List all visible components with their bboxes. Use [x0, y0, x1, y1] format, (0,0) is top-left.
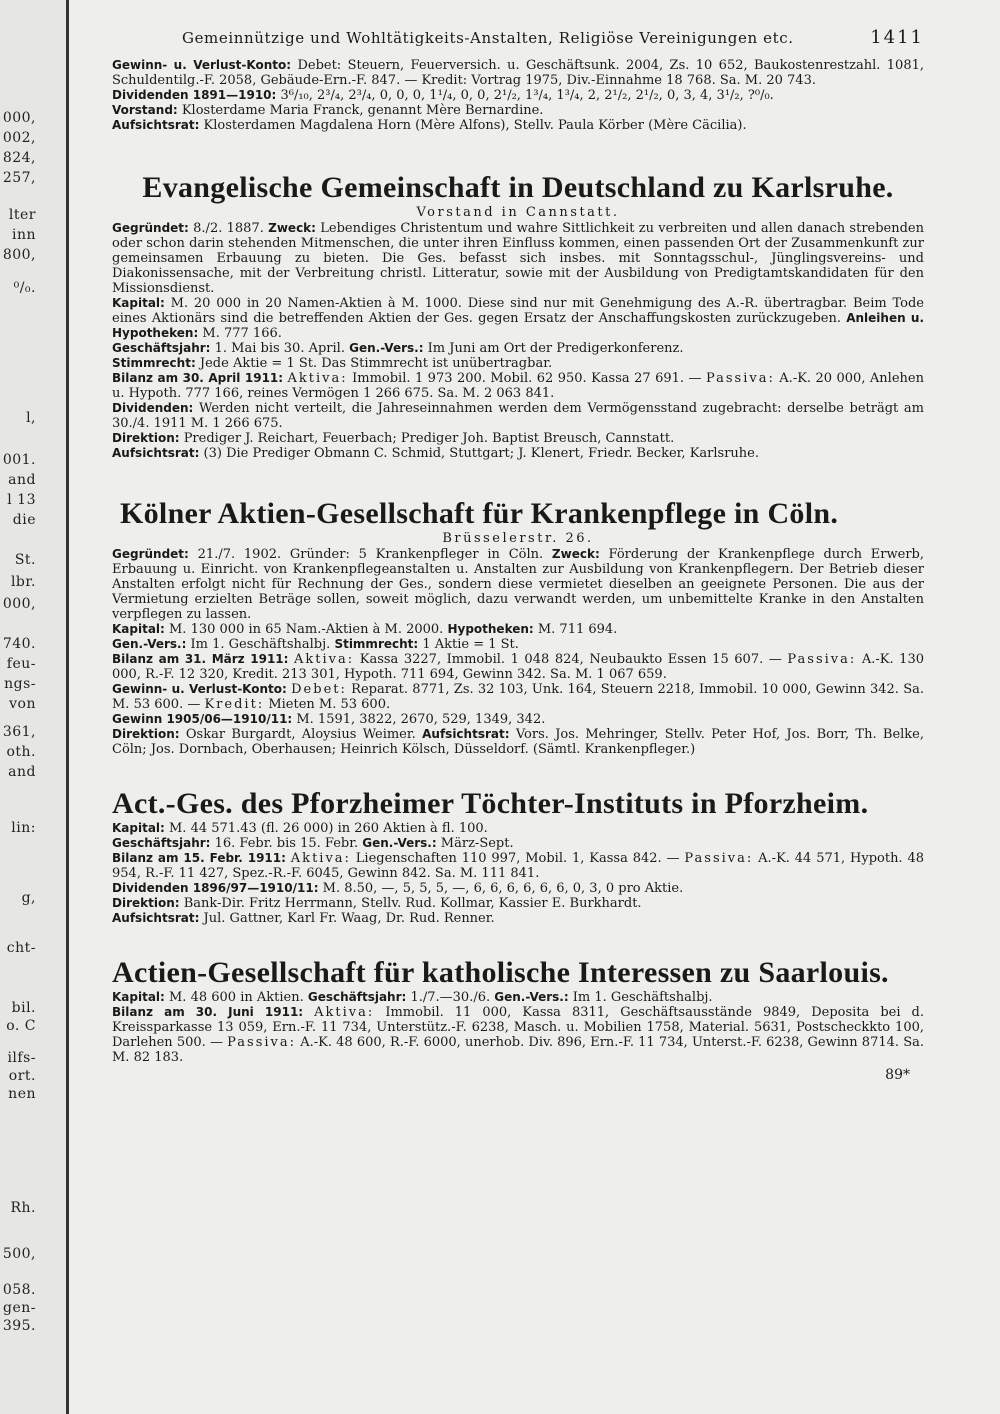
margin-fragment: lter: [8, 207, 36, 223]
balance-paragraph: [112, 851, 924, 881]
margin-fragment: o. C: [6, 1018, 36, 1034]
running-header: [182, 27, 924, 48]
balance-paragraph: [112, 652, 924, 682]
general-meeting-text: März-Sept.: [440, 836, 514, 851]
capital-paragraph: [112, 990, 924, 1005]
debit-text: Reparat. 8771, Zs. 32 103, Unk. 164, Steuern 2218, Immobil. 10 000, Gewinn 342. Sa. M. 53 600. —: [112, 682, 924, 712]
founded-text: 21./7. 1902. Gründer: 5 Krankenpfleger in Cöln.: [197, 547, 544, 562]
margin-fragment: 058.: [2, 1282, 36, 1298]
fiscal-year-text: 16. Febr. bis 15. Febr.: [214, 836, 359, 851]
management-label: Direktion:: [112, 896, 180, 910]
dividends-paragraph: [112, 881, 924, 896]
margin-fragment: ilfs-: [7, 1050, 36, 1066]
fiscal-year-label: Geschäftsjahr:: [112, 341, 211, 355]
management-text: Prediger J. Reichart, Feuerbach; Prediger Joh. Baptist Breusch, Cannstatt.: [183, 431, 675, 446]
margin-fragment: l 13: [7, 492, 36, 508]
page-content: [112, 27, 925, 1083]
supervisory-label: Aufsichtsrat:: [112, 911, 200, 925]
capital-text: M. 130 000 in 65 Nam.-Aktien à M. 2000.: [169, 622, 444, 637]
profit-history-label: Gewinn 1905/06—1910/11:: [112, 712, 293, 726]
founded-label: Gegründet:: [112, 547, 189, 561]
assets-word: Aktiva:: [287, 371, 348, 386]
loans-label: Anleihen u. Hypotheken:: [112, 311, 924, 340]
supervisory-label: Aufsichtsrat:: [112, 118, 200, 132]
liabilities-word: Passiva:: [227, 1035, 297, 1050]
left-margin-previous-page: [0, 0, 66, 1414]
founded-purpose-paragraph: [112, 221, 924, 296]
debit-word: Debet:: [291, 682, 347, 697]
board-label: Vorstand:: [112, 103, 178, 117]
general-meeting-text: Im 1. Geschäftshalbj.: [572, 990, 713, 1005]
company-title: Kölner Aktien-Gesellschaft für Krankenpflege in Cöln.: [120, 497, 839, 530]
margin-fragment: gen-: [3, 1300, 36, 1316]
dividends-text: M. 8.50, —, 5, 5, 5, —, 6, 6, 6, 6, 6, 6, 0, 3, 0 pro Aktie.: [322, 881, 684, 896]
general-meeting-label: Gen.-Vers.:: [112, 637, 187, 651]
margin-fragment: 824,: [2, 150, 36, 166]
liabilities-text: A.-K. 130 000, R.-F. 12 320, Kredit. 213 301, Hypoth. 711 694, Gewinn 342. Sa. M. 1 067 659.: [112, 652, 924, 682]
margin-fragment: 740.: [2, 636, 36, 652]
dividends-label: Dividenden 1891—1910:: [112, 88, 277, 102]
supervisory-text: Klosterdamen Magdalena Horn (Mère Alfons), Stellv. Paula Körber (Mère Cäcilia).: [203, 118, 747, 133]
assets-text: Kassa 3227, Immobil. 1 048 824, Neubaukto Essen 15 607. —: [359, 652, 782, 667]
assets-word: Aktiva:: [290, 851, 351, 866]
running-header-title: Gemeinnützige und Wohltätigkeits-Anstalten, Religiöse Vereinigungen etc.: [182, 29, 794, 47]
margin-fragment: g,: [21, 890, 36, 906]
board-text: Klosterdame Maria Franck, genannt Mère Bernardine.: [181, 103, 544, 118]
margin-fragment: cht-: [6, 940, 36, 956]
supervisory-label: Aufsichtsrat:: [422, 727, 510, 741]
supervisory-paragraph: [112, 911, 924, 926]
section-evangelische-gemeinschaft: [112, 171, 924, 461]
margin-fragment: Rh.: [10, 1200, 36, 1216]
page-gutter-rule: [66, 0, 69, 1414]
margin-fragment: 000,: [2, 110, 36, 126]
company-title: Act.-Ges. des Pforzheimer Töchter-Instituts in Pforzheim.: [112, 787, 869, 820]
company-subtitle: Brüsselerstr. 26.: [442, 531, 594, 546]
margin-fragment: feu-: [6, 656, 36, 672]
page-number: 1411: [870, 27, 924, 48]
company-title: Actien-Gesellschaft für katholische Interessen zu Saarlouis.: [112, 956, 889, 989]
management-paragraph: [112, 431, 924, 446]
liabilities-text: A.-K. 44 571, Hypoth. 48 954, R.-F. 11 427, Spez.-R.-F. 6045, Gewinn 842. Sa. M. 111 841.: [112, 851, 924, 881]
section-previous-company-continued: [112, 58, 924, 133]
assets-word: Aktiva:: [294, 652, 355, 667]
margin-fragment: ort.: [8, 1068, 36, 1084]
purpose-text: Lebendiges Christentum und wahre Sittlichkeit zu verbreiten und allen danach strebenden oder schon darin stehenden Mitmenschen, die unter ihren Einfluss kommen, einen passenden Ort der Zusammenkunft zur gemeinsamen Erbauung zu bieten. Die Ges. befasst sich insbes. mit Sonntagsschul-, Jünglingsvereins- und Diakonissensache, mit der Verbreitung christl. Litteratur, sowie mit der Ausbildung von Predigtamtskandidaten für den Missionsdienst.: [112, 221, 924, 296]
balance-label: Bilanz am 30. Juni 1911:: [112, 1005, 304, 1019]
founded-purpose-paragraph: [112, 547, 924, 622]
fiscal-year-label: Geschäftsjahr:: [112, 836, 211, 850]
credit-text: Mieten M. 53 600.: [268, 697, 391, 712]
mortgages-label: Hypotheken:: [447, 622, 534, 636]
fiscal-year-paragraph: [112, 341, 924, 356]
company-subtitle: Vorstand in Cannstatt.: [416, 205, 620, 220]
margin-fragment: 001.: [2, 452, 36, 468]
assets-text: Immobil. 11 000, Kassa 8311, Geschäftsausstände 9849, Deposita bei d. Kreissparkasse 13 059, Ern.-F. 11 734, Unterstütz.-F. 6238, Masch. u. Mobilien 1758, Material. 5631, Postscheckkto 100, Darlehen 500. —: [112, 1005, 925, 1050]
purpose-label: Zweck:: [551, 547, 600, 561]
management-label: Direktion:: [112, 727, 180, 741]
liabilities-text: A.-K. 48 600, R.-F. 6000, unerhob. Div. 896, Ern.-F. 11 734, Unterst.-F. 6238, Gewinn 8714. Sa. M. 82 183.: [112, 1035, 924, 1065]
margin-fragment: l,: [26, 410, 36, 426]
liabilities-text: A.-K. 20 000, Anlehen u. Hypoth. 777 166, reines Vermögen 1 266 675. Sa. M. 2 063 841.: [112, 371, 924, 401]
purpose-text: Förderung der Krankenpflege durch Erwerb, Erbauung u. Einricht. von Krankenpflegeanstalten u. Anstalten zur Ausbildung von Krankenpflegern. Der Betrieb dieser Anstalten erfolgt nicht für Rechnung der Ges., sondern diese vermietet dieselben an geeignete Personen. Die aus der Vermietung erzielten Beträge sollen, soweit möglich, dazu verwandt werden, um unbemittelte Kranke in den Anstalten verpflegen zu lassen.: [112, 547, 925, 622]
dividends-paragraph: [112, 401, 924, 431]
margin-fragment: 800,: [2, 247, 36, 263]
voting-label: Stimmrecht:: [334, 637, 419, 651]
capital-paragraph: [112, 821, 924, 836]
liabilities-word: Passiva:: [787, 652, 857, 667]
margin-fragment: die: [12, 512, 36, 528]
margin-fragment: 257,: [2, 170, 36, 186]
gv-konto-paragraph: [112, 682, 924, 712]
profit-history-paragraph: [112, 712, 924, 727]
section-katholische-interessen-saarlouis: [112, 956, 924, 1065]
margin-fragment: lbr.: [10, 574, 36, 590]
margin-fragment: 500,: [2, 1246, 36, 1262]
supervisory-text: Jul. Gattner, Karl Fr. Waag, Dr. Rud. Renner.: [203, 911, 495, 926]
supervisory-paragraph: [112, 118, 924, 133]
margin-fragment: 000,: [2, 596, 36, 612]
management-text: Bank-Dir. Fritz Herrmann, Stellv. Rud. Kollmar, Kassier E. Burkhardt.: [183, 896, 642, 911]
general-meeting-paragraph: [112, 637, 924, 652]
margin-fragment: inn: [11, 227, 36, 243]
balance-paragraph: [112, 371, 924, 401]
assets-text: Immobil. 1 973 200. Mobil. 62 950. Kassa 27 691. —: [352, 371, 702, 386]
capital-paragraph: [112, 622, 924, 637]
signature-mark: 89*: [885, 1067, 910, 1083]
capital-text: M. 44 571.43 (fl. 26 000) in 260 Aktien à fl. 100.: [169, 821, 488, 836]
dividends-text: Werden nicht verteilt, die Jahreseinnahmen werden dem Vermögensstand zugebracht: derselbe beträgt am 30./4. 1911 M. 1 266 675.: [112, 401, 924, 431]
gv-konto-label: Gewinn- u. Verlust-Konto:: [112, 58, 292, 72]
company-title: Evangelische Gemeinschaft in Deutschland zu Karlsruhe.: [142, 171, 894, 204]
margin-fragment: bil.: [11, 1000, 36, 1016]
credit-word: Kredit:: [204, 697, 265, 712]
supervisory-text: Vors. Jos. Mehringer, Stellv. Peter Hof, Jos. Borr, Th. Belke, Cöln; Jos. Dornbach, Oberhausen; Heinrich Kölsch, Düsseldorf. (Sämtl. Krankenpfleger.): [112, 727, 924, 757]
balance-label: Bilanz am 31. März 1911:: [112, 652, 289, 666]
balance-paragraph: [112, 1005, 924, 1065]
section-koelner-krankenpflege: [112, 497, 924, 757]
voting-paragraph: [112, 356, 924, 371]
gv-konto-text: Debet: Steuern, Feuerversich. u. Geschäftsunk. 2004, Zs. 10 652, Baukostenrestzahl. 1081, Schuldentilg.-F. 2058, Gebäude-Ern.-F. 847. — Kredit: Vortrag 1975, Div.-Einnahme 18 768. Sa. M. 20 743.: [112, 58, 924, 88]
fiscal-year-text: 1. Mai bis 30. April.: [214, 341, 345, 356]
management-label: Direktion:: [112, 431, 180, 445]
supervisory-label: Aufsichtsrat:: [112, 446, 200, 460]
margin-fragment: von: [9, 696, 36, 712]
fiscal-year-text: 1./7.—30./6.: [410, 990, 491, 1005]
capital-label: Kapital:: [112, 821, 165, 835]
profit-history-text: M. 1591, 3822, 2670, 529, 1349, 342.: [296, 712, 546, 727]
section-pforzheimer-toechter-institut: [112, 787, 924, 926]
supervisory-text: (3) Die Prediger Obmann C. Schmid, Stuttgart; J. Klenert, Friedr. Becker, Karlsruhe.: [203, 446, 759, 461]
founded-text: 8./2. 1887.: [193, 221, 264, 236]
dividends-text: 3⁶/₁₀, 2³/₄, 2³/₄, 0, 0, 0, 1¹/₄, 0, 0, 2¹/₂, 1³/₄, 1³/₄, 2, 2¹/₂, 2¹/₂, 0, 3, 4, 3¹/₂, ?⁰/₀.: [280, 88, 774, 103]
margin-fragment: nen: [8, 1086, 36, 1102]
margin-fragment: and: [8, 472, 36, 488]
capital-paragraph: [112, 296, 924, 341]
voting-text: Jede Aktie = 1 St. Das Stimmrecht ist unübertragbar.: [199, 356, 553, 371]
assets-text: Liegenschaften 110 997, Mobil. 1, Kassa 842. —: [355, 851, 680, 866]
margin-fragment: ⁰/₀.: [13, 280, 36, 296]
voting-label: Stimmrecht:: [112, 356, 196, 370]
dividends-label: Dividenden:: [112, 401, 194, 415]
loans-text: M. 777 166.: [202, 326, 282, 341]
margin-fragment: ngs-: [4, 676, 36, 692]
supervisory-paragraph: [112, 446, 924, 461]
founded-label: Gegründet:: [112, 221, 189, 235]
general-meeting-text: Im 1. Geschäftshalbj.: [190, 637, 331, 652]
mortgages-text: M. 711 694.: [537, 622, 618, 637]
assets-word: Aktiva:: [314, 1005, 375, 1020]
dividends-label: Dividenden 1896/97—1910/11:: [112, 881, 319, 895]
purpose-label: Zweck:: [268, 221, 316, 235]
balance-label: Bilanz am 30. April 1911:: [112, 371, 284, 385]
fiscal-year-paragraph: [112, 836, 924, 851]
margin-fragment: 002,: [2, 130, 36, 146]
general-meeting-label: Gen.-Vers.:: [362, 836, 437, 850]
capital-label: Kapital:: [112, 296, 165, 310]
margin-fragment: and: [8, 764, 36, 780]
balance-label: Bilanz am 15. Febr. 1911:: [112, 851, 286, 865]
margin-fragment: 395.: [2, 1318, 36, 1334]
capital-label: Kapital:: [112, 990, 165, 1004]
margin-fragment: lin:: [11, 820, 36, 836]
liabilities-word: Passiva:: [684, 851, 754, 866]
capital-text: M. 20 000 in 20 Namen-Aktien à M. 1000. Diese sind nur mit Genehmigung des A.-R. übertragbar. Beim Tode eines Aktionärs sind die betreffenden Aktien der Ges. gegen Ersatz der Anschaffungskosten zurückzugeben.: [112, 296, 924, 326]
management-paragraph: [112, 896, 924, 911]
gv-konto-label: Gewinn- u. Verlust-Konto:: [112, 682, 287, 696]
dividends-paragraph: [112, 88, 924, 103]
general-meeting-label: Gen.-Vers.:: [494, 990, 569, 1004]
margin-fragment: oth.: [6, 744, 36, 760]
capital-label: Kapital:: [112, 622, 165, 636]
voting-text: 1 Aktie = 1 St.: [422, 637, 519, 652]
board-paragraph: [112, 103, 924, 118]
margin-fragment: St.: [14, 552, 36, 568]
general-meeting-text: Im Juni am Ort der Predigerkonferenz.: [427, 341, 684, 356]
liabilities-word: Passiva:: [705, 371, 775, 386]
gv-konto-paragraph: [112, 58, 924, 88]
management-text: Oskar Burgardt, Aloysius Weimer.: [185, 727, 416, 742]
capital-text: M. 48 600 in Aktien.: [169, 990, 304, 1005]
management-paragraph: [112, 727, 924, 757]
general-meeting-label: Gen.-Vers.:: [349, 341, 424, 355]
margin-fragment: 361,: [2, 724, 36, 740]
fiscal-year-label: Geschäftsjahr:: [307, 990, 407, 1004]
